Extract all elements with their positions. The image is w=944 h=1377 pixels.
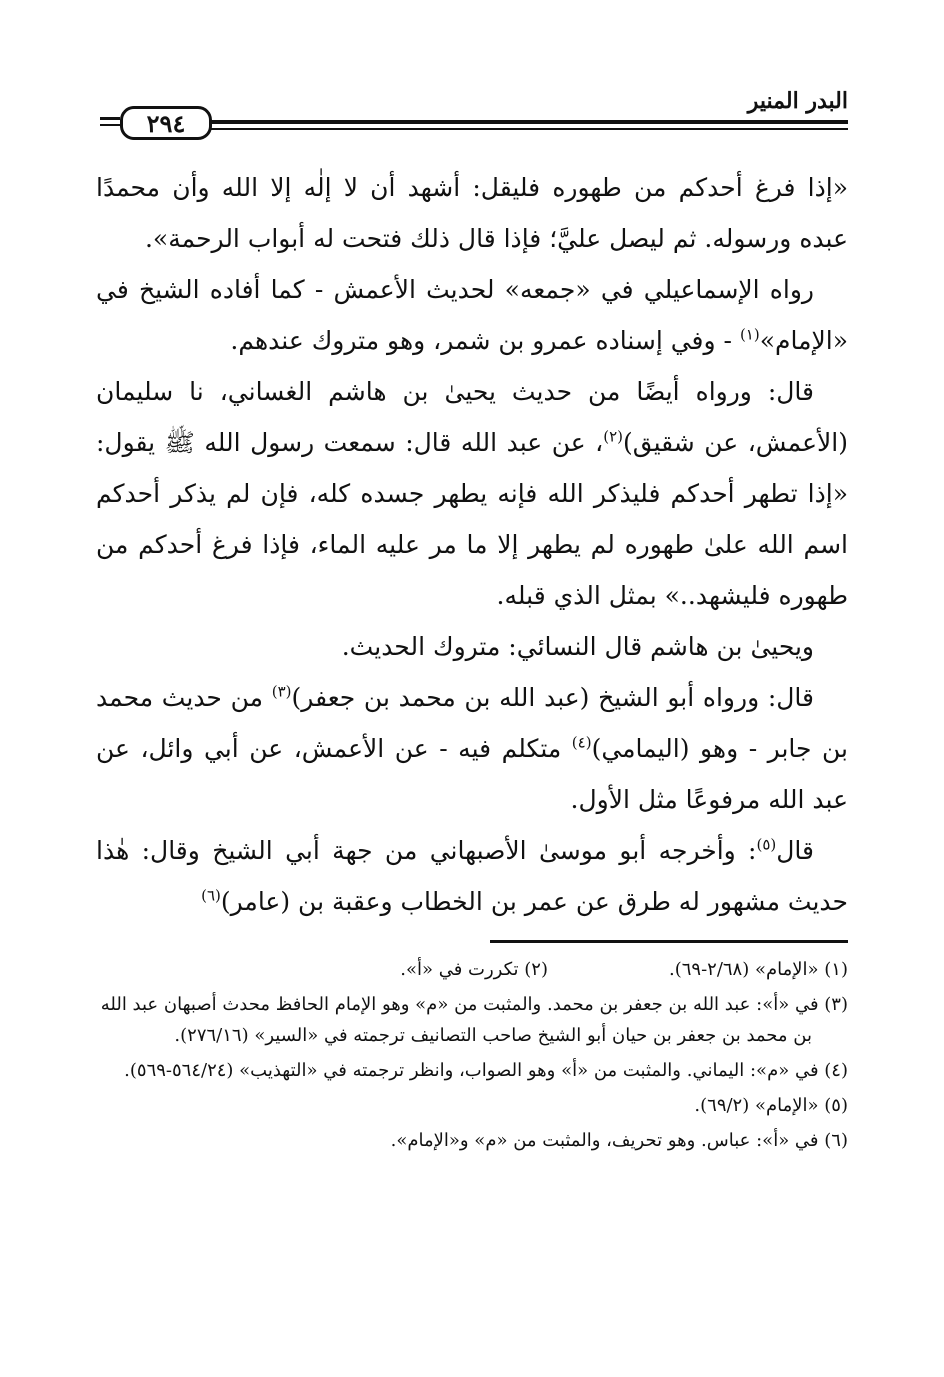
footnote-ref: (١) <box>739 325 760 344</box>
page-number <box>120 106 212 140</box>
paragraph-text: رواه الإسماعيلي في «جمعه» لحديث الأعمش - كما أفاده الشيخ في «الإمام» <box>96 275 848 355</box>
footnotes <box>96 954 848 1160</box>
paragraph-text: متكلم فيه - عن الأعمش، عن أبي وائل، عن عبد الله مرفوعًا مثل الأول. <box>96 734 848 814</box>
footnote-3: (٣) في «أ»: عبد الله بن جعفر بن محمد. والمثبت من «م» وهو الإمام الحافظ محدث أصبهان عبد الله بن محمد بن جعفر بن حيان أبو الشيخ صاحب التصانيف ترجمته في «السير» (٢٧٦/١٦). <box>100 994 848 1046</box>
paragraph <box>96 825 848 927</box>
paragraph-text: قال: ورواه أيضًا من حديث يحيىٰ بن هاشم الغساني، نا سليمان (الأعمش، عن شقيق) <box>96 377 848 457</box>
page-number-text: ٢٩٤ <box>146 108 186 138</box>
paragraph <box>96 672 848 825</box>
paragraph <box>96 162 848 264</box>
header-rule-thick <box>206 120 848 124</box>
footnote-1: (١) «الإمام» (٢/٦٨-٦٩). <box>668 959 848 980</box>
footnote-6: (٦) في «أ»: عباس. وهو تحريف، والمثبت من «م» و«الإمام». <box>390 1130 848 1151</box>
paragraph-text: ، عن عبد الله قال: سمعت رسول الله ﷺ يقول: «إذا تطهر أحدكم فليذكر الله فإنه يطهر جسده كله، فإن لم يذكر أحدكم اسم الله علىٰ طهوره لم يطهر إلا ما مر عليه الماء، فإذا فرغ أحدكم من طهوره فليشهد..» بمثل الذي قبله. <box>96 428 848 610</box>
footnote-5: (٥) «الإمام» (٦٩/٢). <box>694 1095 848 1116</box>
footnote-4: (٤) في «م»: اليماني. والمثبت من «أ» وهو الصواب، وانظر ترجمته في «التهذيب» (٥٦٤/٢٤-٥٦٩). <box>124 1060 848 1081</box>
header-rule-left <box>100 117 120 120</box>
paragraph-text: قال: ورواه أبو الشيخ (عبد الله بن محمد بن جعفر) <box>291 683 814 712</box>
footnote-row <box>96 954 848 989</box>
header-rule-left-thin <box>100 124 120 126</box>
header-rule-thin <box>206 128 848 130</box>
paragraph <box>96 621 848 672</box>
footnote-separator <box>490 940 848 943</box>
footnote-ref: (٣) <box>271 682 292 701</box>
paragraph <box>96 366 848 621</box>
footnote-ref: (٦) <box>201 886 221 905</box>
paragraph-text: من حديث محمد بن جابر - وهو (اليمامي) <box>96 683 848 763</box>
paragraph-text: قال <box>776 836 814 865</box>
running-title: البدر المنير <box>747 88 848 114</box>
paragraph <box>96 264 848 366</box>
footnote-ref: (٢) <box>603 427 624 446</box>
paragraph-text: «إذا فرغ أحدكم من طهوره فليقل: أشهد أن لا إلٰه إلا الله وأن محمدًا عبده ورسوله. ثم ليصل عليَّ؛ فإذا قال ذلك فتحت له أبواب الرحمة». <box>96 173 848 253</box>
paragraph-text: ويحيىٰ بن هاشم قال النسائي: متروك الحديث. <box>341 632 814 661</box>
footnote-2: (٢) تكررت في «أ». <box>400 959 548 980</box>
footnote-ref: (٥) <box>756 835 777 854</box>
main-text <box>96 162 848 927</box>
page-header <box>100 88 848 138</box>
paragraph-text: - وفي إسناده عمرو بن شمر، وهو متروك عندهم. <box>230 326 740 355</box>
paragraph-text: : وأخرجه أبو موسىٰ الأصبهاني من جهة أبي الشيخ وقال: هٰذا حديث مشهور له طرق عن عمر بن الخطاب وعقبة بن (عامر) <box>96 836 848 916</box>
footnote-ref: (٤) <box>571 733 592 752</box>
